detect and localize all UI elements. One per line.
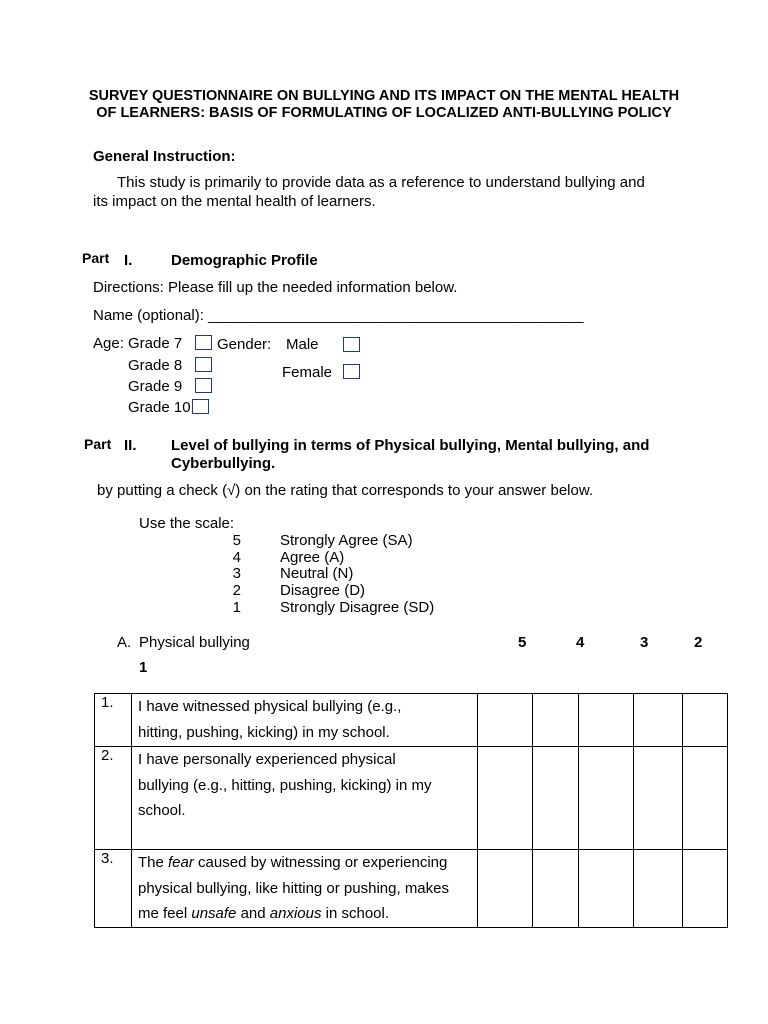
age-label: Age: [93, 335, 124, 352]
section-a-letter: A. [117, 634, 132, 651]
rating-cell-5[interactable] [478, 850, 533, 928]
document-title: SURVEY QUESTIONNAIRE ON BULLYING AND ITS IMPACT ON THE MENTAL HEALTH OF LEARNERS: BASIS OF FORMULATING OF LOCALIZED ANTI-BULLYING POLICY [88, 88, 680, 121]
scale-row [195, 550, 434, 567]
scale-label: Agree (A) [280, 548, 345, 566]
general-instruction-line1: This study is primarily to provide data as a reference to understand bullying and [117, 174, 645, 191]
rating-cell-1[interactable] [683, 694, 728, 747]
part1-heading: Demographic Profile [171, 252, 318, 269]
part2-instruction: by putting a check (√) on the rating that corresponds to your answer below. [97, 482, 594, 499]
question-line [138, 850, 473, 876]
question-text-part: and [236, 905, 270, 922]
rating-cell-2[interactable] [634, 747, 683, 850]
scale-row [195, 533, 434, 550]
part1-directions: Directions: Please fill up the needed information below. [93, 279, 458, 296]
rating-cell-4[interactable] [533, 850, 579, 928]
scale-row [195, 583, 434, 600]
part2-heading-line1: Level of bullying in terms of Physical bullying, Mental bullying, and [171, 437, 650, 454]
table-row [95, 850, 728, 928]
grade-10-label: Grade 10 [128, 399, 191, 416]
question-line: I have witnessed physical bullying (e.g., [138, 698, 402, 715]
gender-male-label: Male [286, 336, 319, 353]
grade-9-label: Grade 9 [128, 378, 183, 395]
scale-label: Neutral (N) [280, 565, 354, 583]
rating-cell-5[interactable] [478, 694, 533, 747]
question-text-part: in school. [321, 905, 390, 922]
scale-value: 2 [232, 582, 241, 600]
col-header-1: 1 [139, 659, 148, 676]
general-instruction-line2: its impact on the mental health of learners. [93, 193, 376, 210]
question-line: I have personally experienced physical [138, 751, 396, 768]
emphasis-unsafe: unsafe [191, 905, 237, 922]
part2-heading-line2: Cyberbullying. [171, 455, 276, 472]
rating-cell-4[interactable] [533, 747, 579, 850]
scale-value: 5 [232, 532, 241, 549]
rating-cell-5[interactable] [478, 747, 533, 850]
grade-7-label: Grade 7 [128, 335, 183, 352]
rating-cell-3[interactable] [579, 747, 634, 850]
scale-row [195, 566, 434, 583]
physical-bullying-table [94, 693, 728, 928]
scale-label: Strongly Agree (SA) [280, 532, 413, 549]
rating-cell-1[interactable] [683, 747, 728, 850]
part1-numeral: I. [124, 252, 133, 269]
table-row [95, 694, 728, 747]
part2-numeral: II. [124, 437, 137, 454]
question-line: school. [138, 802, 186, 819]
scale-label: Strongly Disagree (SD) [280, 598, 435, 616]
use-scale-label: Use the scale: [139, 515, 235, 532]
grade-10-checkbox[interactable] [192, 399, 209, 414]
question-number: 2. [95, 747, 132, 850]
grade-8-checkbox[interactable] [195, 357, 212, 372]
rating-scale [195, 533, 434, 616]
emphasis-fear: fear [168, 854, 194, 871]
emphasis-anxious: anxious [269, 905, 322, 922]
gender-male-checkbox[interactable] [343, 337, 360, 352]
col-header-5: 5 [518, 634, 527, 651]
col-header-4: 4 [576, 634, 585, 651]
question-text [132, 694, 478, 747]
grade-8-label: Grade 8 [128, 357, 183, 374]
part2-label: Part [84, 436, 112, 452]
scale-label: Disagree (D) [280, 582, 366, 600]
question-text-part: caused by witnessing or experiencing [193, 854, 448, 871]
gender-label: Gender: [217, 336, 272, 353]
gender-female-label: Female [282, 364, 333, 381]
grade-9-checkbox[interactable] [195, 378, 212, 393]
table-row [95, 747, 728, 850]
question-text [132, 747, 478, 850]
scale-value: 4 [232, 548, 241, 566]
rating-cell-1[interactable] [683, 850, 728, 928]
name-field[interactable]: Name (optional): _____________________________________________ [93, 307, 584, 324]
scale-value: 3 [232, 565, 241, 583]
scale-value: 1 [232, 598, 241, 616]
part1-label: Part [82, 250, 110, 266]
col-header-3: 3 [640, 634, 649, 651]
question-line: physical bullying, like hitting or pushing, makes [138, 879, 449, 897]
question-text-part: me feel [138, 905, 192, 922]
general-instruction-heading: General Instruction: [93, 148, 236, 165]
question-text-part: The [138, 854, 169, 871]
question-number: 1. [95, 694, 132, 747]
scale-row [195, 600, 434, 617]
section-a-label: Physical bullying [139, 634, 250, 651]
gender-female-checkbox[interactable] [343, 364, 360, 379]
question-text [132, 850, 478, 928]
col-header-2: 2 [694, 634, 703, 651]
question-line: hitting, pushing, kicking) in my school. [138, 723, 390, 741]
rating-cell-2[interactable] [634, 850, 683, 928]
rating-cell-4[interactable] [533, 694, 579, 747]
rating-cell-3[interactable] [579, 850, 634, 928]
rating-cell-3[interactable] [579, 694, 634, 747]
question-line: bullying (e.g., hitting, pushing, kicking) in my [138, 776, 432, 794]
rating-cell-2[interactable] [634, 694, 683, 747]
grade-7-checkbox[interactable] [195, 335, 212, 350]
question-number: 3. [95, 850, 132, 928]
question-line [138, 901, 473, 927]
